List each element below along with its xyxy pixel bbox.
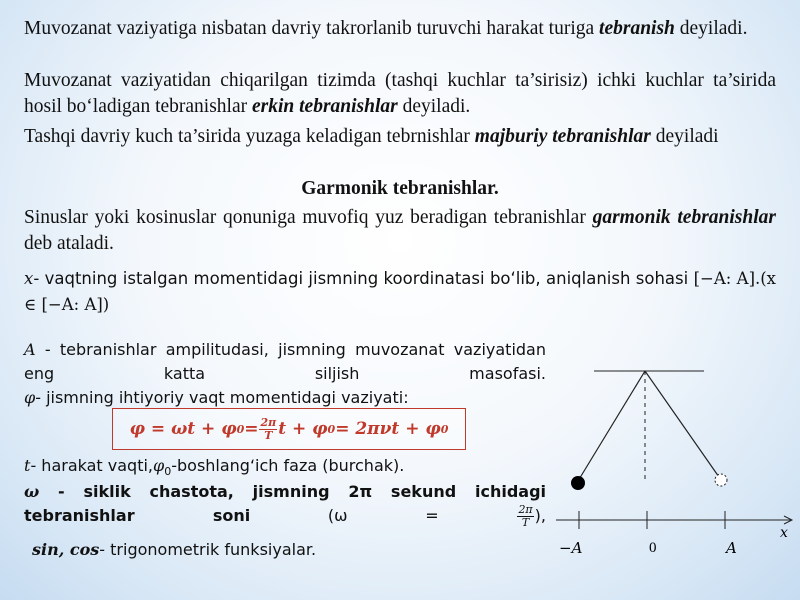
label-neg-A: −A <box>559 539 583 557</box>
paragraph-garmonik <box>24 205 776 257</box>
phi0-text: -boshlang‘ich faza (burchak). <box>171 456 405 475</box>
phi0-symbol: φ <box>153 456 165 475</box>
pendulum-string-right <box>645 371 719 477</box>
definition-sincos <box>32 538 554 562</box>
formula-frac-den: T <box>264 428 273 442</box>
p2-term: erkin tebranishlar <box>251 96 398 117</box>
sincos-text: - trigonometrik funksiyalar. <box>99 540 317 559</box>
phase-formula-box <box>112 408 466 450</box>
label-A: A <box>726 539 737 557</box>
formula-sub1: 0 <box>236 422 245 436</box>
pendulum-bob-left <box>571 476 585 490</box>
sincos-symbol: sin, cos <box>32 540 100 559</box>
paragraph-tebranish <box>24 16 776 42</box>
pendulum-diagram <box>548 355 800 570</box>
p3-end: deyiladi <box>650 126 719 147</box>
p3-text: Tashqi davriy kuch ta’sirida yuzaga keladigan tebrnishlar <box>24 126 475 147</box>
p1-term: tebranish <box>599 18 675 39</box>
heading-garmonik: Garmonik tebranishlar. <box>301 178 499 199</box>
p4-term: garmonik tebranishlar <box>592 207 776 228</box>
label-x: x <box>780 525 788 541</box>
definition-phi <box>24 386 546 410</box>
formula-sub3: 0 <box>440 422 449 436</box>
t-text: - harakat vaqti, <box>30 456 154 475</box>
p3-term: majburiy tebranishlar <box>474 126 651 147</box>
A-text: - tebranishlar ampilitudasi, jismning muvozanat vaziyatidan eng katta siljish masofasi. <box>24 340 546 383</box>
phi0-sub: 0 <box>164 465 172 479</box>
p4-text: Sinuslar yoki kosinuslar qonuniga muvofiq yuz beradigan tebranishlar <box>24 207 593 228</box>
omega-frac-den: T <box>521 516 530 529</box>
x-symbol: x <box>24 269 34 288</box>
p2-end: deyiladi. <box>397 96 471 117</box>
formula-sub2: 0 <box>327 422 336 436</box>
paragraph-erkin <box>24 68 776 120</box>
p1-end: deyiladi. <box>674 18 748 39</box>
t-symbol: t <box>24 456 31 475</box>
p1-text: Muvozanat vaziyatiga nisbatan davriy takrorlanib turuvchi harakat turiga <box>24 18 600 39</box>
paragraph-majburiy <box>24 124 776 150</box>
formula-part1: φ = ωt + φ <box>129 419 237 439</box>
definition-omega <box>24 480 546 529</box>
pendulum-bob-right <box>715 474 727 486</box>
formula-fraction <box>259 417 277 442</box>
formula-part4: = 2πνt + φ <box>335 419 441 439</box>
omega-eq-close: ), <box>534 506 546 525</box>
formula-part3: t + φ <box>278 419 328 439</box>
x-text: - vaqtning istalgan momentidagi jismning koordinatasi bo‘lib, aniqlanish sohasi <box>33 269 694 288</box>
formula-part2: = <box>244 419 259 439</box>
omega-symbol: ω <box>24 482 40 501</box>
omega-frac-num: 2π <box>518 503 533 516</box>
definition-A <box>24 338 546 386</box>
definition-x <box>24 266 776 318</box>
omega-eq-open: (ω = <box>250 506 517 525</box>
A-symbol: A <box>24 340 36 359</box>
pendulum-string-left <box>578 371 645 481</box>
p4-end: deb ataladi. <box>24 233 114 254</box>
omega-fraction <box>517 504 533 529</box>
label-zero: 0 <box>649 540 657 556</box>
p2-text: Muvozanat vaziyatidan chiqarilgan tizimda (tashqi kuchlar ta’sirisiz) ichki kuchlar ta’sirida hosil bo‘ladigan tebranishlar <box>24 70 776 117</box>
phi-symbol: φ <box>24 388 36 407</box>
omega-text: - siklik chastota, jismning 2π sekund ichidagi tebranishlar soni <box>24 482 546 525</box>
phi-text: - jismning ihtiyoriy vaqt momentidagi vaziyati: <box>35 388 409 407</box>
formula-frac-num: 2π <box>260 415 277 429</box>
x-domain: [−A: A].(x ∈ [−A: A]) <box>24 269 776 314</box>
